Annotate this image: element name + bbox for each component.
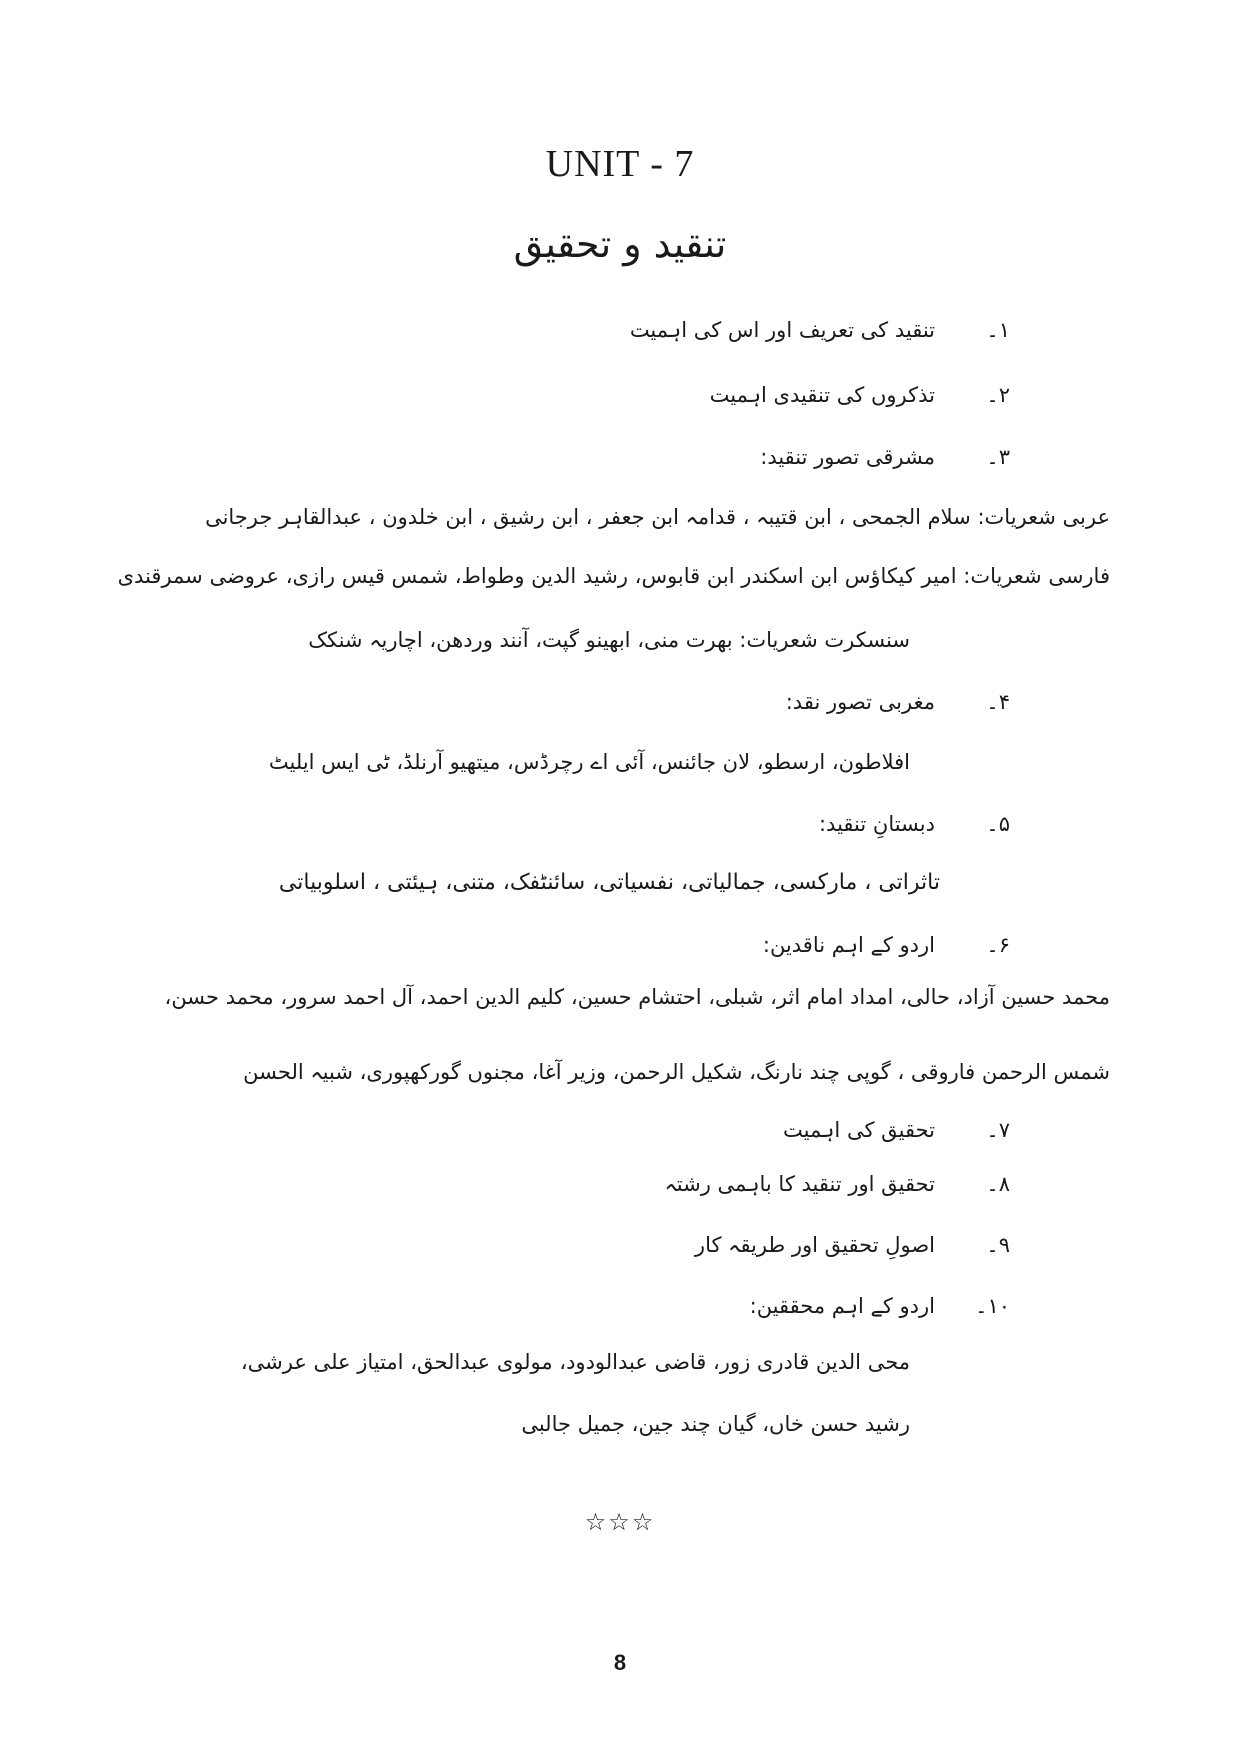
item-number: ۲۔ — [986, 383, 1010, 407]
list-item — [0, 318, 1240, 358]
unit-title: UNIT - 7 — [545, 143, 695, 185]
item-text: اردو کے اہم ناقدین: — [762, 933, 935, 957]
page-number: 8 — [613, 1650, 627, 1675]
urdu-researchers-line-1: محی الدین قادری زور، قاضی عبدالودود، مولوی عبدالحق، امتیاز علی عرشی، — [240, 1350, 910, 1374]
arabic-poetics-line: عربی شعریات: سلام الجمحی ، ابن قتیبہ ، قدامہ ابن جعفر ، ابن رشیق ، ابن خلدون ، عبدالقاہر جرجانی — [205, 505, 1110, 529]
list-item — [0, 1233, 1240, 1273]
item-text: تنقید کی تعریف اور اس کی اہمیت — [629, 318, 935, 342]
urdu-researchers-line-2: رشید حسن خاں، گیان چند جین، جمیل جالبی — [521, 1412, 910, 1436]
item-text: دبستانِ تنقید: — [818, 812, 935, 836]
item-number: ۴۔ — [986, 690, 1010, 714]
urdu-critics-line-1: محمد حسین آزاد، حالی، امداد امام اثر، شبلی، احتشام حسین، کلیم الدین احمد، آل احمد سرور، محمد حسن، — [164, 985, 1110, 1009]
western-critics-line: افلاطون، ارسطو، لان جائنس، آئی اے رچرڈس، میتھیو آرنلڈ، ٹی ایس ایلیٹ — [268, 750, 910, 774]
item-number: ۳۔ — [986, 445, 1010, 469]
item-number: ۸۔ — [986, 1172, 1010, 1196]
item-text: مشرقی تصور تنقید: — [760, 445, 935, 469]
item-number: ۹۔ — [986, 1233, 1010, 1257]
item-number: ۱۰۔ — [975, 1294, 1010, 1318]
sanskrit-poetics-line: سنسکرت شعریات: بھرت منی، ابھینو گپت، آنند وردھن، اچاریہ شنکک — [308, 628, 910, 652]
list-item — [0, 1118, 1240, 1158]
item-number: ۷۔ — [986, 1118, 1010, 1142]
list-item — [0, 690, 1240, 730]
item-number: ۵۔ — [986, 812, 1010, 836]
item-text: تذکروں کی تنقیدی اہمیت — [709, 383, 935, 407]
item-text: تحقیق اور تنقید کا باہمی رشتہ — [664, 1172, 935, 1196]
item-text: تحقیق کی اہمیت — [783, 1118, 935, 1142]
list-item — [0, 812, 1240, 852]
item-text: مغربی تصور نقد: — [785, 690, 935, 714]
list-item — [0, 383, 1240, 423]
urdu-critics-line-2: شمس الرحمن فاروقی ، گوپی چند نارنگ، شکیل الرحمن، وزیر آغا، مجنوں گورکھپوری، شبیہ الحسن — [243, 1060, 1110, 1084]
list-item — [0, 933, 1240, 973]
item-number: ۱۔ — [986, 318, 1010, 342]
list-item — [0, 1172, 1240, 1212]
list-item — [0, 445, 1240, 485]
item-number: ۶۔ — [986, 933, 1010, 957]
schools-of-criticism-line: تاثراتی ، مارکسی، جمالیاتی، نفسیاتی، سائنٹفک، متنی، ہیئتی ، اسلوبیاتی — [278, 870, 940, 895]
item-text: اصولِ تحقیق اور طریقہ کار — [694, 1233, 935, 1257]
urdu-section-title: تنقید و تحقیق — [513, 222, 727, 266]
item-text: اردو کے اہم محققین: — [749, 1294, 935, 1318]
section-end-stars: ☆☆☆ — [584, 1508, 656, 1536]
persian-poetics-line: فارسی شعریات: امیر کیکاؤس ابن اسکندر ابن قابوس، رشید الدین وطواط، شمس قیس رازی، عروضی سمرقندی — [117, 564, 1110, 588]
list-item — [0, 1294, 1240, 1334]
